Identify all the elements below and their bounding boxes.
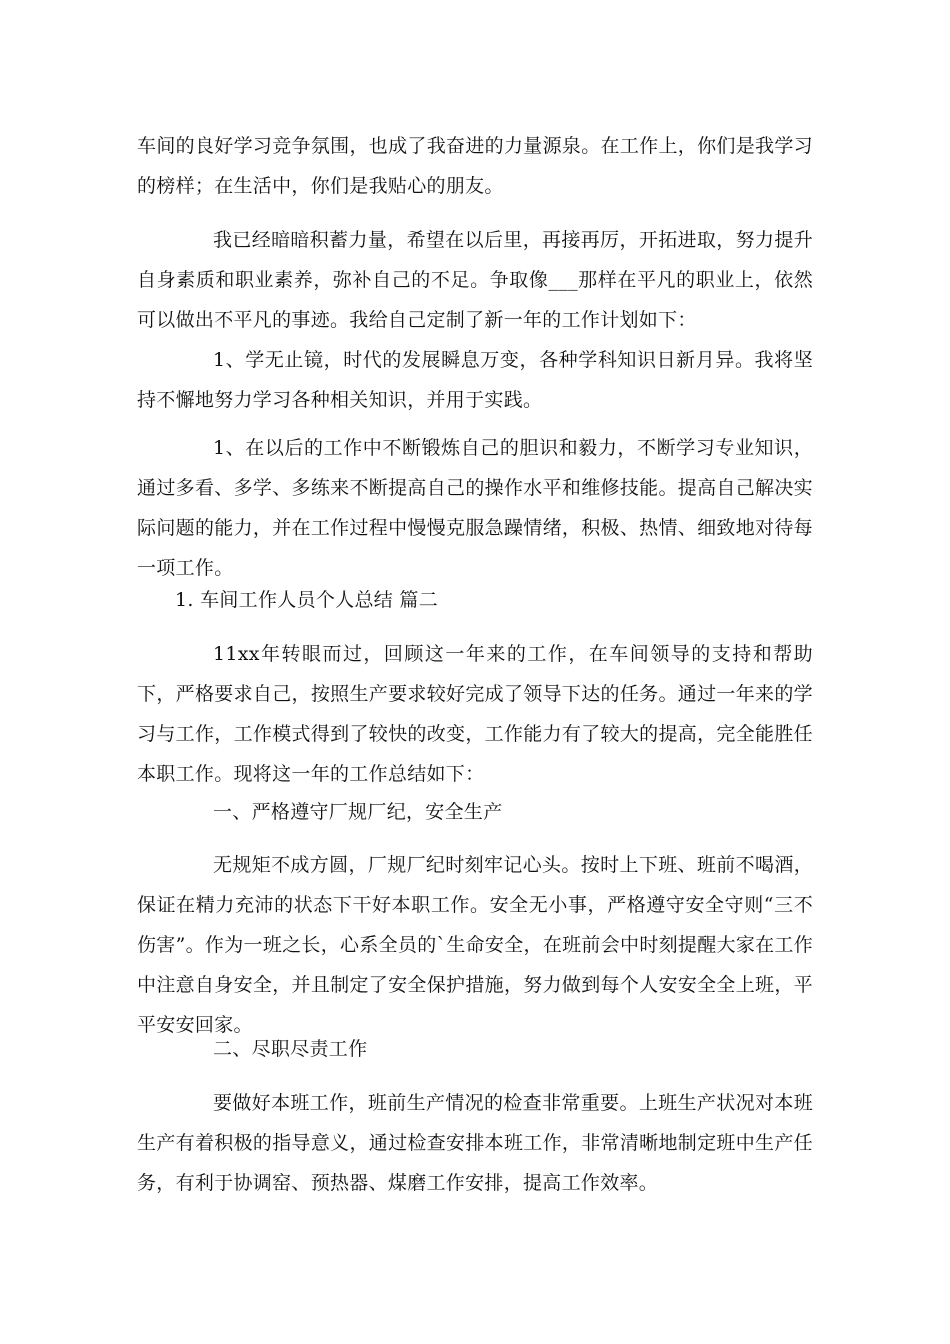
paragraph-safety-rules: 无规矩不成方圆，厂规厂纪时刻牢记心头。按时上下班、班前不喝酒，保证在精力充沛的状态下干好本职工作。安全无小事，严格遵守安全守则“三不伤害”。作为一班之长，心系全员的`生命安全，在班前会中时刻提醒大家在工作中注意自身安全，并且制定了安全保护措施，努力做到每个人安安全全上班，平平安安回家。: [137, 854, 814, 1036]
section-title-part-two: 1. 车间工作人员个人总结 篇二: [175, 589, 439, 611]
paragraph-new-year-plan: 我已经暗暗积蓄力量，希望在以后里，再接再厉，开拓进取，努力提升自身素质和职业素养，弥补自己的不足。争取像___那样在平凡的职业上，依然可以做出不平凡的事迹。我给自己定制了新一年的工作计划如下：: [137, 229, 813, 331]
paragraph-study-atmosphere: 车间的良好学习竞争氛围，也成了我奋进的力量源泉。在工作上，你们是我学习的榜样；在生活中，你们是我贴心的朋友。: [137, 135, 813, 197]
paragraph-plan-item-study: 1、学无止镜，时代的发展瞬息万变，各种学科知识日新月异。我将坚持不懈地努力学习各种相关知识，并用于实践。: [137, 349, 813, 411]
paragraph-plan-item-skills: 1、在以后的工作中不断锻炼自己的胆识和毅力，不断学习专业知识，通过多看、多学、多练来不断提高自己的操作水平和维修技能。提高自己解决实际问题的能力，并在工作过程中慢慢克服急躁情绪，积极、热情、细致地对待每一项工作。: [137, 437, 813, 579]
paragraph-shift-inspection: 要做好本班工作，班前生产情况的检查非常重要。上班生产状况对本班生产有着积极的指导意义，通过检查安排本班工作，非常清晰地制定班中生产任务，有利于协调窑、预热器、煤磨工作安排，提高工作效率。: [137, 1092, 813, 1194]
paragraph-year-review: 11xx年转眼而过，回顾这一年来的工作，在车间领导的支持和帮助下，严格要求自己，按照生产要求较好完成了领导下达的任务。通过一年来的学习与工作，工作模式得到了较快的改变，工作能力有了较大的提高，完全能胜任本职工作。现将这一年的工作总结如下：: [137, 643, 813, 785]
heading-duty-work: 二、尽职尽责工作: [213, 1038, 368, 1060]
heading-safety-production: 一、严格遵守厂规厂纪，安全生产: [213, 801, 503, 823]
